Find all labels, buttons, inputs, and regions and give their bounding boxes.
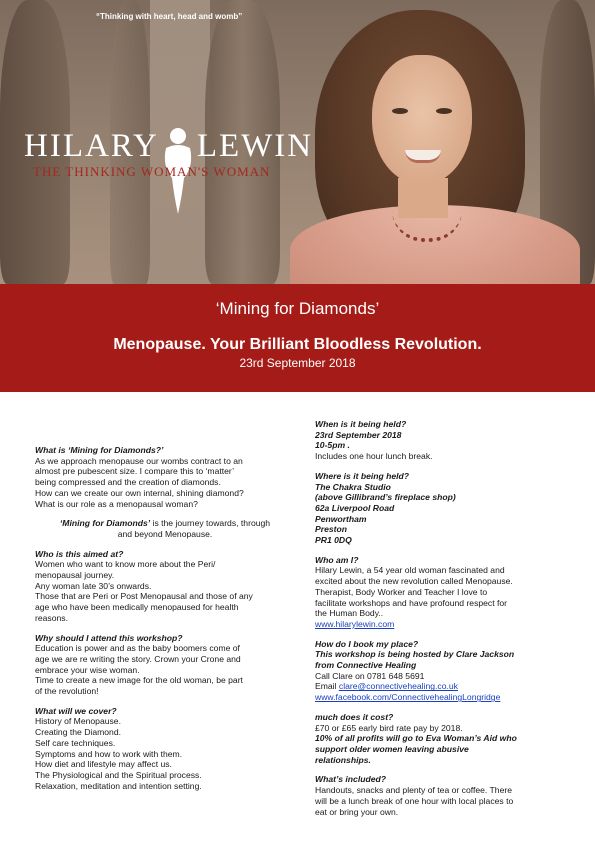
- address-line: Penwortham: [315, 513, 367, 524]
- body-line: Symptoms and how to work with them.: [35, 748, 183, 759]
- journey-statement: [35, 518, 295, 539]
- body-line: Time to create a new image for the old woman, be part: [35, 675, 243, 686]
- logo-last-name: LEWIN: [196, 128, 314, 164]
- section-heading: much does it cost?: [315, 711, 394, 722]
- section-who-aimed: [35, 549, 295, 624]
- section-what: [35, 445, 295, 509]
- body-line: Self care techniques.: [35, 737, 116, 748]
- body-line: excited about the new revolution called Menopause.: [315, 576, 513, 587]
- section-who-am-i: [315, 555, 565, 630]
- section-heading: How do I book my place?: [315, 638, 419, 649]
- body-line: Hilary Lewin, a 54 year old woman fascinated and: [315, 565, 505, 576]
- logo-first-name: HILARY: [24, 128, 159, 164]
- body-line: age we are re writing the story. Crown your Crone and: [35, 653, 241, 664]
- charity-line: support older women leaving abusive: [315, 743, 469, 754]
- body-line: reasons.: [35, 612, 68, 623]
- facebook-link[interactable]: www.facebook.com/ConnectivehealingLongridge: [315, 692, 501, 703]
- left-column: [35, 445, 295, 800]
- section-why: [35, 633, 295, 697]
- body-line: eat or bring your own.: [315, 806, 399, 817]
- body-line: facilitate workshops and have profound respect for: [315, 597, 508, 608]
- section-heading: What will we cover?: [35, 705, 117, 716]
- address-line: Preston: [315, 524, 347, 535]
- body-line: and beyond Menopause.: [117, 528, 213, 539]
- event-title: ‘Mining for Diamonds’: [215, 299, 380, 318]
- body-line: As we approach menopause our wombs contract to an: [35, 455, 243, 466]
- charity-line: 10% of all profits will go to Eva Woman’s Aid who: [315, 733, 517, 744]
- body-line: The Physiological and the Spiritual process.: [35, 769, 202, 780]
- body-line: Those that are Peri or Post Menopausal and those of any: [35, 591, 253, 602]
- section-heading: Where is it being held?: [315, 470, 410, 481]
- body-line: almost pre pubescent size. I compare this to ‘matter’: [35, 466, 235, 477]
- address-line: 62a Liverpool Road: [315, 502, 395, 513]
- body-line: History of Menopause.: [35, 716, 121, 727]
- portrait-eye: [436, 108, 452, 114]
- body-line: Education is power and as the baby boomers come of: [35, 643, 240, 654]
- section-cover: [35, 706, 295, 792]
- section-heading: What’s included?: [315, 774, 386, 785]
- journey-title: ‘Mining for Diamonds’: [59, 518, 151, 529]
- body-line: being compressed and the creation of diamonds.: [35, 477, 221, 488]
- body-line: What is our role as a menopausal woman?: [35, 498, 198, 509]
- phone-line: Call Clare on 0781 648 5691: [315, 670, 425, 681]
- address-line: PR1 0DQ: [315, 535, 352, 546]
- tagline: “Thinking with heart, head and womb”: [96, 12, 243, 21]
- section-where: [315, 471, 565, 546]
- section-heading: Who is this aimed at?: [35, 548, 124, 559]
- address-line: The Chakra Studio: [315, 481, 391, 492]
- body-line: How diet and lifestyle may affect us.: [35, 759, 172, 770]
- email-label: Email: [315, 681, 339, 692]
- section-cost: [315, 712, 565, 766]
- event-subtitle: Menopause. Your Brilliant Bloodless Revolution.: [113, 336, 482, 353]
- body-line: will be a lunch break of one hour with local places to: [315, 795, 514, 806]
- host-line: from Connective Healing: [315, 660, 417, 671]
- body-line: Includes one hour lunch break.: [315, 451, 433, 462]
- body-line: menopausal journey.: [35, 570, 115, 581]
- body-text: is the journey towards, through: [150, 518, 271, 529]
- logo-subtitle: THE THINKING WOMAN'S WOMAN: [33, 164, 271, 179]
- body-line: of the revolution!: [35, 686, 99, 697]
- body-line: Handouts, snacks and plenty of tea or coffee. There: [315, 785, 512, 796]
- website-link[interactable]: www.hilarylewin.com: [315, 618, 395, 629]
- address-line: (above Gillibrand’s fireplace shop): [315, 492, 456, 503]
- right-column: [315, 419, 565, 826]
- section-when: [315, 419, 565, 462]
- section-heading: Who am I?: [315, 554, 359, 565]
- charity-line: relationships.: [315, 754, 371, 765]
- section-heading: Why should I attend this workshop?: [35, 632, 183, 643]
- section-booking: [315, 639, 565, 703]
- event-date-detail: 23rd September 2018: [315, 429, 402, 440]
- section-heading: When is it being held?: [315, 419, 407, 429]
- event-date: 23rd September 2018: [239, 356, 356, 370]
- title-banner: [0, 284, 595, 392]
- body-line: Therapist, Body Worker and Teacher I love to: [315, 586, 488, 597]
- price-line: £70 or £65 early bird rate pay by 2018.: [315, 722, 463, 733]
- event-time: 10-5pm .: [315, 440, 350, 451]
- portrait-eye: [392, 108, 408, 114]
- body-line: Women who want to know more about the Peri/: [35, 559, 216, 570]
- body-line: Creating the Diamond.: [35, 727, 121, 738]
- body-line: embrace your wise woman.: [35, 664, 140, 675]
- body-line: Any woman late 30’s onwards.: [35, 580, 152, 591]
- body-line: age who have been medically menopaused for health: [35, 602, 239, 613]
- body-line: How can we create our own internal, shining diamond?: [35, 487, 244, 498]
- host-line: This workshop is being hosted by Clare Jackson: [315, 649, 515, 660]
- email-link[interactable]: clare@connectivehealing.co.uk: [338, 681, 458, 692]
- section-heading: What is ‘Mining for Diamonds?’: [35, 445, 164, 455]
- hero-photo: [0, 0, 595, 284]
- body-line: Relaxation, meditation and intention setting.: [35, 780, 202, 791]
- portrait-face: [372, 55, 472, 185]
- section-included: [315, 774, 565, 817]
- body-line: the Human Body..: [315, 608, 384, 619]
